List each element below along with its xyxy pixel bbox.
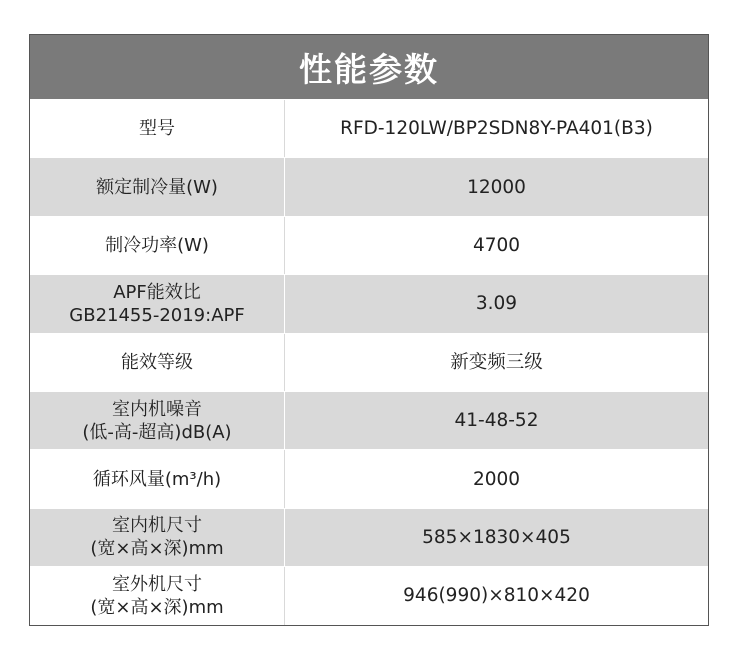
spec-label: [30, 100, 285, 157]
spec-label-line: (宽×高×深)mm: [90, 596, 224, 618]
spec-label: [30, 334, 285, 391]
spec-row-outdoor-size: [30, 566, 708, 624]
spec-label: [30, 158, 285, 215]
spec-row-indoor-noise: [30, 391, 708, 449]
spec-label-line: (宽×高×深)mm: [90, 538, 224, 560]
spec-row-cooling-power: [30, 216, 708, 274]
spec-label-line: 室内机尺寸: [112, 515, 202, 537]
spec-label: [30, 450, 285, 507]
spec-label: [30, 217, 285, 274]
spec-label: [30, 275, 285, 332]
spec-label-line: 额定制冷量(W): [96, 176, 218, 198]
spec-row-model: [30, 99, 708, 157]
spec-label-line: 能效等级: [121, 351, 193, 373]
spec-row-apf: [30, 274, 708, 332]
spec-value: 12000: [467, 176, 526, 198]
spec-label-line: 型号: [139, 118, 175, 140]
spec-label-line: (低-高-超高)dB(A): [82, 421, 232, 443]
spec-label-line: 循环风量(m³/h): [92, 468, 222, 490]
spec-label-line: GB21455-2019:APF: [69, 304, 245, 326]
spec-value: 3.09: [475, 293, 518, 315]
spec-label: [30, 567, 285, 624]
spec-value: 新变频三级: [450, 351, 543, 373]
spec-value: 585×1830×405: [422, 526, 571, 548]
spec-label: [30, 509, 285, 566]
spec-label-line: APF能效比: [113, 281, 201, 303]
spec-row-airflow: [30, 449, 708, 507]
spec-row-indoor-size: [30, 508, 708, 566]
spec-value: 4700: [472, 234, 521, 256]
spec-value: 41-48-52: [454, 410, 539, 432]
spec-table: [29, 34, 709, 626]
spec-value: 2000: [472, 468, 521, 490]
spec-label-line: 制冷功率(W): [105, 234, 209, 256]
spec-label-line: 室内机噪音: [111, 398, 202, 420]
spec-row-energy-grade: [30, 333, 708, 391]
spec-label-line: 室外机尺寸: [112, 573, 202, 595]
spec-row-rated-cooling: [30, 157, 708, 215]
spec-value: 946(990)×810×420: [403, 585, 590, 607]
spec-label: [30, 392, 285, 449]
spec-value: RFD-120LW/BP2SDN8Y-PA401(B3): [340, 118, 653, 140]
spec-table-title: 性能参数: [30, 35, 708, 99]
